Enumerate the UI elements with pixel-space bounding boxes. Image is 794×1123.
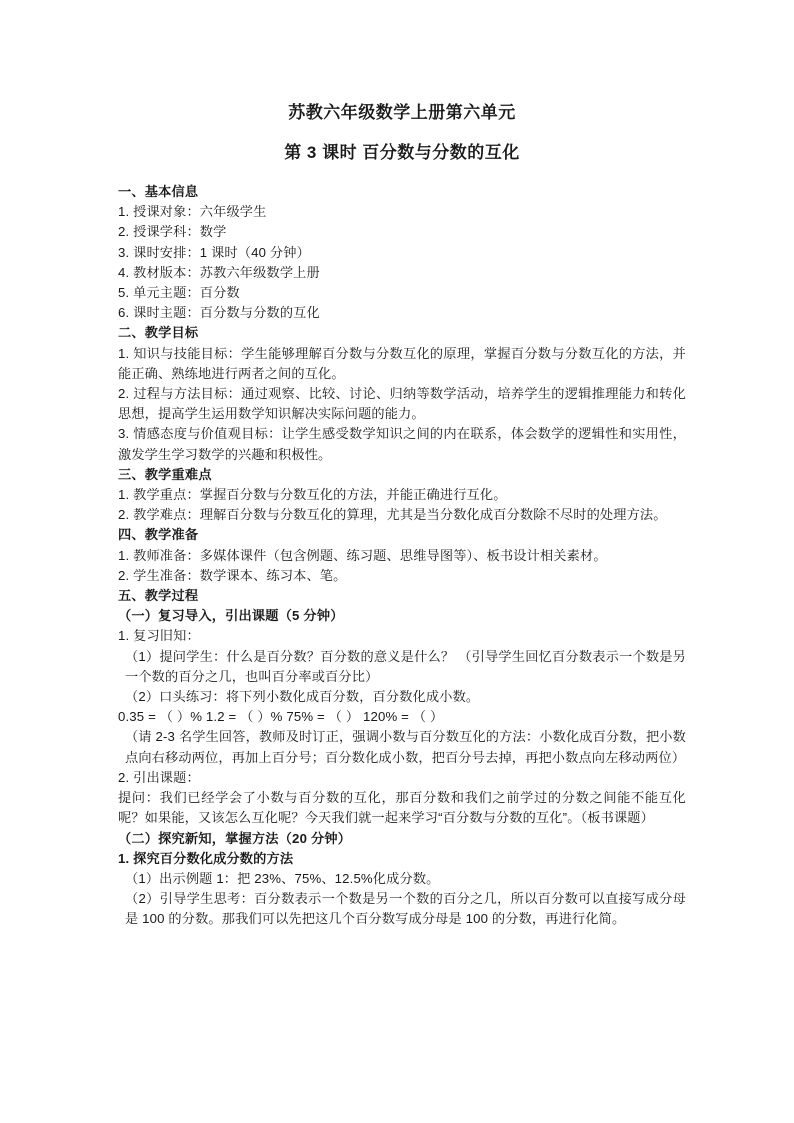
process-part-two-heading: （二）探究新知，掌握方法（20 分钟） <box>118 830 352 846</box>
process-part-one-exercise: 0.35 = （ ）% 1.2 = （ ）% 75% = （ ） 120% = （ ） <box>118 709 444 725</box>
process-part-one-item-2: 2. 引出课题： <box>118 769 200 785</box>
process-part-two-item-1: 1. 探究百分数化成分数的方法 <box>118 850 294 866</box>
basic-info-item-2: 2. 授课学科：数学 <box>118 224 227 240</box>
key-points-item-2: 2. 教学难点：理解百分数与分数互化的算理，尤其是当分数化成百分数除不尽时的处理方法。 <box>118 507 667 523</box>
preparation-item-2: 2. 学生准备：数学课本、练习本、笔。 <box>118 567 347 583</box>
section-objectives <box>118 323 686 464</box>
preparation-item-1: 1. 教师准备：多媒体课件（包含例题、练习题、思维导图等）、板书设计相关素材。 <box>118 547 607 563</box>
section-heading-key-points: 三、教学重难点 <box>118 466 212 482</box>
objectives-item-1: 1. 知识与技能目标：学生能够理解百分数与分数互化的原理，掌握百分数与分数互化的方法，并能正确、熟练地进行两者之间的互化。 <box>118 345 686 381</box>
section-heading-objectives: 二、教学目标 <box>118 325 199 341</box>
process-part-two-sub-1: （1）出示例题 1：把 23%、75%、12.5%化成分数。 <box>125 870 440 886</box>
process-part-one-item-1: 1. 复习旧知： <box>118 628 200 644</box>
section-process <box>118 586 686 929</box>
basic-info-item-4: 4. 教材版本：苏教六年级数学上册 <box>118 264 320 280</box>
section-key-points <box>118 465 686 526</box>
process-part-two-sub-2: （2）引导学生思考：百分数表示一个数是另一个数的百分之几，所以百分数可以直接写成分母是 100 的分数。那我们可以先把这几个百分数写成分母是 100 的分数，再进行化简。 <box>125 891 686 927</box>
document-title-line1: 苏教六年级数学上册第六单元 <box>288 103 516 122</box>
basic-info-item-5: 5. 单元主题：百分数 <box>118 285 240 301</box>
basic-info-item-3: 3. 课时安排：1 课时（40 分钟） <box>118 244 310 260</box>
basic-info-item-6: 6. 课时主题：百分数与分数的互化 <box>118 305 320 321</box>
section-heading-preparation: 四、教学准备 <box>118 527 199 543</box>
objectives-item-3: 3. 情感态度与价值观目标：让学生感受数学知识之间的内在联系，体会数学的逻辑性和实用性，激发学生学习数学的兴趣和积极性。 <box>118 426 686 462</box>
process-part-one-sub-2: （2）口头练习：将下列小数化成百分数，百分数化成小数。 <box>125 689 480 705</box>
section-preparation <box>118 525 686 586</box>
basic-info-item-1: 1. 授课对象：六年级学生 <box>118 204 267 220</box>
process-part-one-item-2-text: 提问：我们已经学会了小数与百分数的互化，那百分数和我们之前学过的分数之间能不能互化呢？如果能，又该怎么互化呢？今天我们就一起来学习“百分数与分数的互化”。（板书课题） <box>118 790 686 826</box>
document-title-line2: 第 3 课时 百分数与分数的互化 <box>284 143 520 162</box>
key-points-item-1: 1. 教学重点：掌握百分数与分数互化的方法，并能正确进行互化。 <box>118 487 507 503</box>
section-heading-process: 五、教学过程 <box>118 588 199 604</box>
section-heading-basic-info: 一、基本信息 <box>118 184 199 199</box>
process-part-one-heading: （一）复习导入，引出课题（5 分钟） <box>118 608 344 624</box>
objectives-item-2: 2. 过程与方法目标：通过观察、比较、讨论、归纳等数学活动，培养学生的逻辑推理能力和转化思想，提高学生运用数学知识解决实际问题的能力。 <box>118 386 686 422</box>
process-part-one-note: （请 2-3 名学生回答，教师及时订正，强调小数与百分数互化的方法：小数化成百分数，把小数点向右移动两位，再加上百分号；百分数化成小数，把百分号去掉，再把小数点向左移动两位） <box>125 729 686 765</box>
section-basic-info <box>118 182 686 323</box>
process-part-one-sub-1: （1）提问学生：什么是百分数？百分数的意义是什么？ （引导学生回忆百分数表示一个数是另一个数的百分之几，也叫百分率或百分比） <box>125 648 686 684</box>
